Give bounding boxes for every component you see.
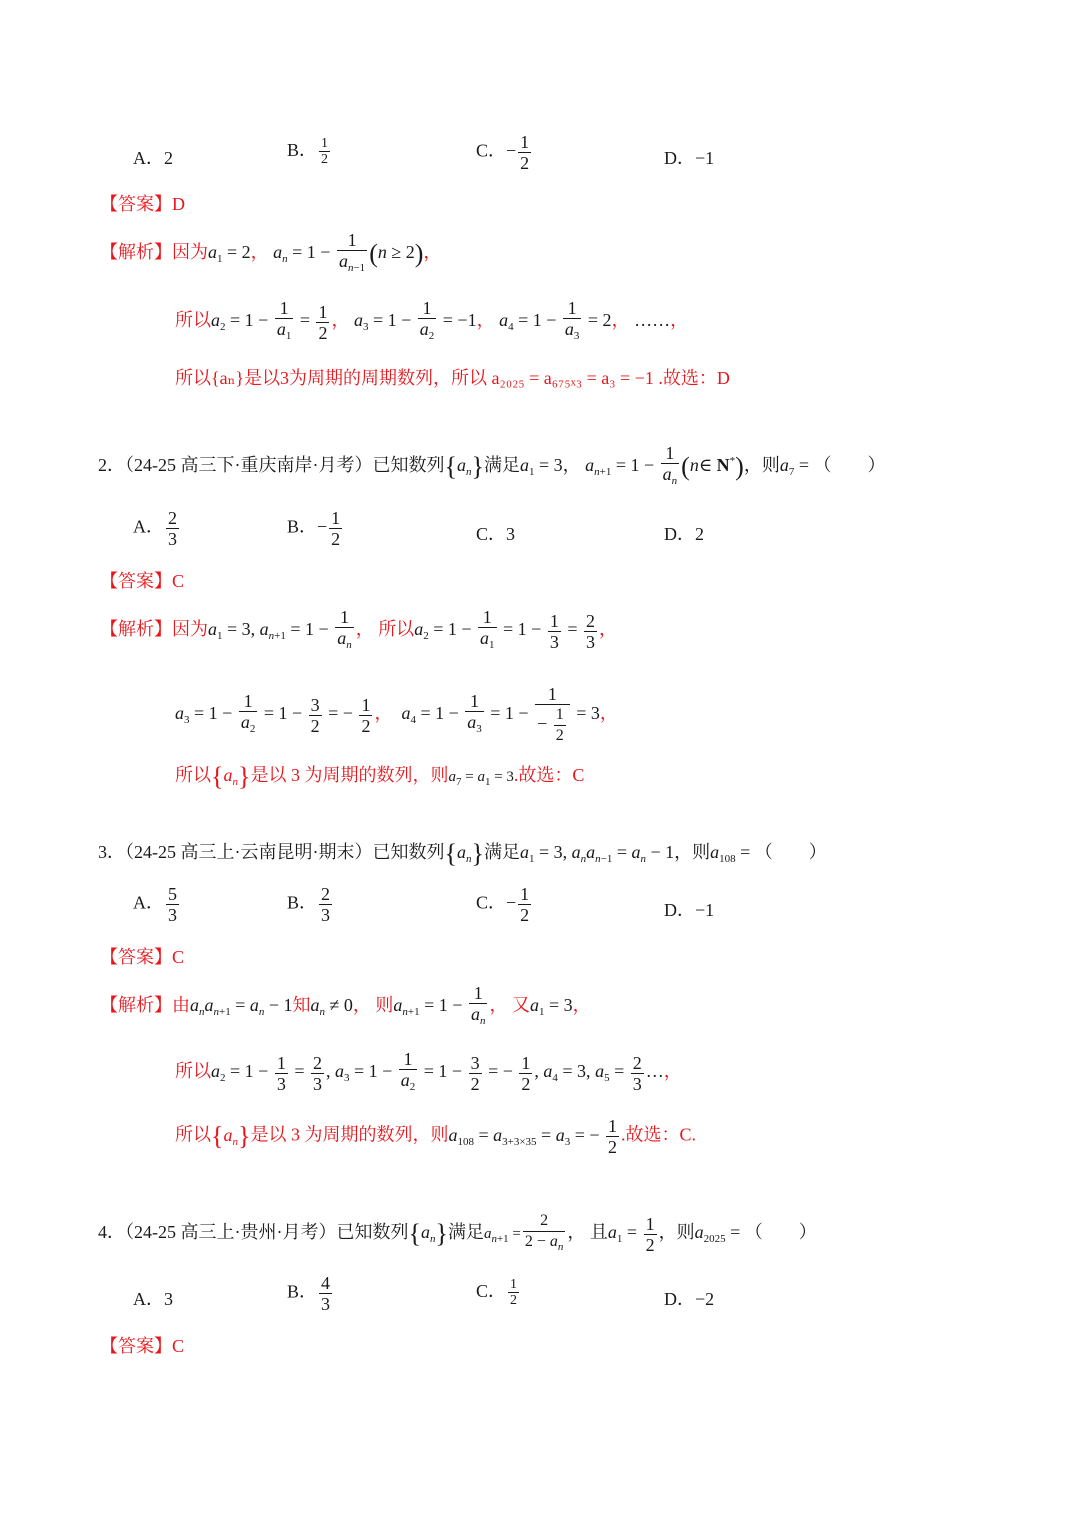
q3-answer: 【答案】C <box>100 947 185 967</box>
q4-stem: 4．（24-25 高三上·贵州·月考）已知数列$\{a_n\}$满足$a_{n+1}$ = $\frac{2}{2 - a_n}$ ， 且$a_1$ = $\frac{1}{2}$ ，则$a_{2025}$ = （ ） <box>98 1212 817 1255</box>
q2-option-b: B．− $\frac{1}{2}$ <box>287 508 341 549</box>
q4-answer: 【答案】C <box>100 1336 185 1356</box>
q1-option-b: B． $\frac{1}{2}$ <box>287 136 329 168</box>
q2-solution-line1: 【解析】因为$a_1 = 3$, $a_{n+1} = 1$ − $\frac{1}{a_n}$ ， 所以$a_2 = 1$ − $\frac{1}{a_1}$ = 1 − $\frac{1}{3}$ = $\frac{2}{3}$ ， <box>100 607 617 652</box>
q2-option-d: D．2 <box>664 524 704 544</box>
q1-option-c: C．− $\frac{1}{2}$ <box>476 132 530 173</box>
q3-solution-line3: 所以$\{a_n\}$是以 3 为周期的数列，则$a_{108} = a_{3+3\times 35} = a_3$ = − $\frac{1}{2}$ .故选：C. <box>175 1116 697 1157</box>
q2-solution-line2: $a_3 = 1$ − $\frac{1}{a_2}$ = 1 − $\frac{3}{2}$ = − $\frac{1}{2}$ ， $a_4 = 1$ − $\frac{1}{a_3}$ = 1 − 1 − $\frac{1}{2}$ = 3， <box>175 684 618 744</box>
q3-option-a: A． $\frac{5}{3}$ <box>133 884 177 925</box>
q4-option-c: C． $\frac{1}{2}$ <box>476 1277 518 1309</box>
q4-option-a: A．3 <box>133 1289 173 1309</box>
q2-stem: 2．（24-25 高三下·重庆南岸·月考）已知数列$\{a_n\}$满足$a_1 = 3$， $a_{n+1} = 1$ − $\frac{1}{a_n}$ (n∈ N*)，则$a_7$ = （ ） <box>98 443 886 487</box>
q3-option-c: C．− $\frac{1}{2}$ <box>476 884 530 925</box>
q2-answer: 【答案】C <box>100 571 185 591</box>
q4-option-b: B． $\frac{4}{3}$ <box>287 1273 331 1314</box>
q3-option-b: B． $\frac{2}{3}$ <box>287 884 331 925</box>
q1-solution-line3: 所以{aₙ}是以3为周期的周期数列，所以 a₂₀₂₅ = a₆₇₅ₓ₃ = a₃ = −1 .故选：D <box>175 368 730 388</box>
q1-solution-line2: 所以$a_2 = 1$ − $\frac{1}{a_1}$ = $\frac{1}{2}$ ， $a_3 = 1$ − $\frac{1}{a_2}$ = −1， $a_4 = 1$ − $\frac{1}{a_3}$ = 2， ……， <box>175 298 689 343</box>
q3-option-d: D．−1 <box>664 900 715 920</box>
q1-option-a: A．2 <box>133 148 173 168</box>
q3-stem: 3．（24-25 高三上·云南昆明·期末）已知数列$\{a_n\}$满足$a_1 = 3$, $a_na_{n-1} = a_n - 1$，则$a_{108}$ = （ ） <box>98 838 827 868</box>
q3-solution-line1: 【解析】由$a_na_{n+1} = a_n - 1$知$a_n \ne 0$， 则$a_{n+1} = 1$ − $\frac{1}{a_n}$ ， 又$a_1 = 3$， <box>100 983 591 1027</box>
q2-option-c: C．3 <box>476 524 516 544</box>
q4-option-d: D．−2 <box>664 1289 715 1309</box>
q1-solution-line1: 【解析】因为$a_1 = 2$， $a_n = 1$ − $\frac{1}{a_{n-1}}$ (n ≥ 2)， <box>100 230 442 274</box>
q1-answer: 【答案】D <box>100 194 185 214</box>
q1-option-d: D．−1 <box>664 148 715 168</box>
q2-solution-line3: 所以$\{a_n\}$是以 3 为周期的数列，则$a_7 = a_1 = 3$.故选：C <box>175 761 585 791</box>
q3-solution-line2: 所以$a_2 = 1$ − $\frac{1}{3}$ = $\frac{2}{3}$ , $a_3 = 1$ − $\frac{1}{a_2}$ = 1 − $\frac{3}{2}$ = − $\frac{1}{2}$ , $a_4 = 3$, $a_5$ = $\frac{2}{3}$ …， <box>175 1049 682 1094</box>
q2-option-a: A． $\frac{2}{3}$ <box>133 508 177 549</box>
